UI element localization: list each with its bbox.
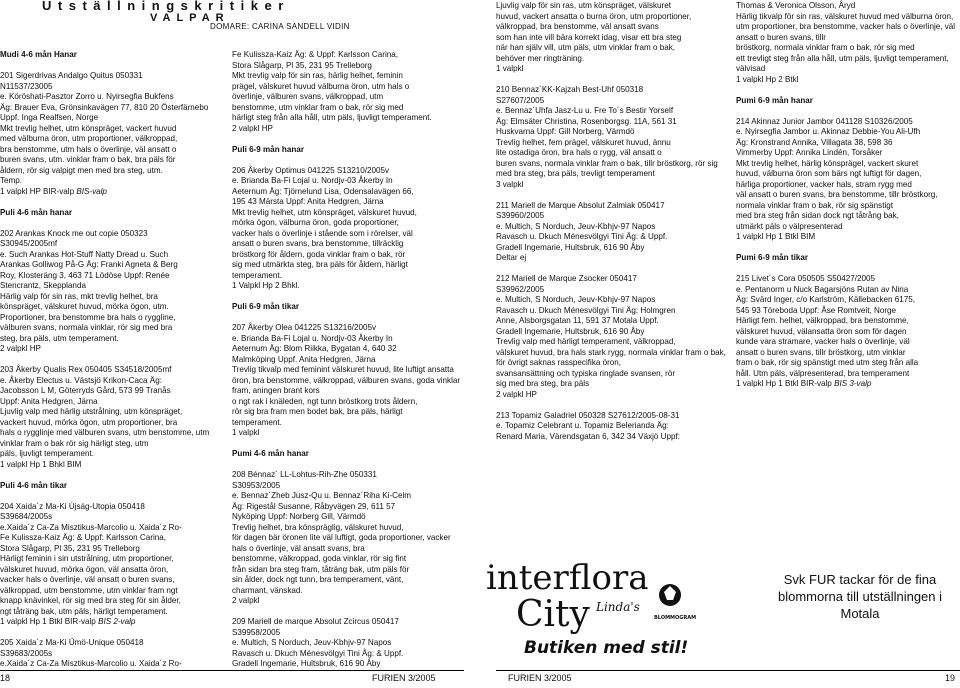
critique-entry: 210 Bennaz´KK-Kajzah Best-Uhf 050318 S27607/2005 e. Bennaz´Uhfa Jasz-Lu u. Fre To´s Bestir Yorself Äg: Elmsäter Christina, Rosenborgsg. 11A, 561 31 Huskvarna Uppf: Gill Norberg, Värmdö Trevlig helhet, fem prägel, välskuret huvud, ännu lite ostadiga öron, bra hals o rygg, väl ansatt o buren svans, normala vinklar fram o bak, tillr bröstkorg, rör sig med bra steg, bra päls, trevligt temperament 3 valpkl <box>496 85 718 189</box>
badge-label: BLOMMOGRAM <box>654 615 697 621</box>
paragraph-gap <box>232 313 464 324</box>
critique-entry: 208 Bénnaz´ LL-Lohtus-Rih-Zhe 050331 S30953/2005 e. Bennaz´Zheb Jusz-Qu u. Bennaz´Riha Ki-Celm Äg: Rigestål Susanne, Råbyvägen 29, 611 57 Nyköping Uppf: Norberg Gill, Värmdö Trevlig helhet, bra könspräglig, välskuret huvud, för dagen bär öronen lite väl luftigt, goda proportioner, vacker hals o överlinje, väl ansatt svans, bra benstomme, välkroppad, goda vinklar, rör sig fint från sidan bra steg fram, tåträng bak, utm päls för sin ålder, dock ngt tunn, bra temperament, vänt, charmant, vänskad. 2 valpkl <box>232 470 451 605</box>
critique-entry: 205 Xaida´z Ma-Ki Ümö-Unique 050418 S39683/2005s e.Xaida´z Ca-Za Misztikus-Marcolio u. Xaida´z Ro- <box>0 638 182 668</box>
bis-award: BIS 2-valp <box>98 617 136 626</box>
logo-city: City <box>516 594 590 635</box>
paragraph-gap <box>0 197 224 208</box>
paragraph-gap <box>0 355 224 366</box>
class-heading: Pumi 4-6 mån hanar <box>232 449 309 458</box>
paragraph-gap <box>0 470 224 481</box>
critique-entry: 206 Åkerby Optimus 041225 S13210/2005v e. Brianda Ba-Fi Lojal u. Nordjv-03 Åkerby In Aeternum Äg: Tjörnelund Lisa, Odensalavägen 66, 195 43 Märsta Uppf: Anita Hedgren, Järna Mkt trevlig helhet, utm könspräget, välskuret huvud, mörka ögon, välburna öron, goda proportioner, vacker hals o överlinje i stående som i rörelser, väl ansatt o buren svans, bra benstomme, tillräcklig bröstkorg för åldern, goda vinklar fram o bak, rör sig med utmärkta steg, bra päls för åldern, härligt temperament. 1 Valpkl Hp 2 Bhkl. <box>232 165 417 290</box>
interflora-logo <box>484 553 700 661</box>
blommogram-badge-icon <box>659 584 681 606</box>
critique-entry: 202 Arankas Knock me out copie 050323 S30945/2005mf e. Such Arankas Hot-Stuff Natty Dread u. Such Arankas Golliwog På-G Äg: Franki Agneta & Berg Roy, Klosteräng 3, 463 71 Lödöse Uppf: Renée Stencrantz, Skepplanda Härlig valp för sin ras, mkt trevlig helhet, bra könspräget, välskuret huvud, mörka ögon, utm. Proportioner, bra benstomme bra hals o ryggline, välburen svans, normala vinklar, rör sig med bra steg, bra päls, utm temperament. 2 valpkl HP <box>0 228 178 353</box>
award-line: 1 valpkl Hp 1 Btkl BIR-valp BIS 2-valp <box>0 617 136 626</box>
paragraph-gap <box>232 460 464 471</box>
critique-entry: 214 Akinnaz Junior Jambor 041128 S10326/2005 e. Nyirsegfia Jambor u. Akinnaz Debbie-You Ali-Ufh Äg: Kronstrand Annika, Villagata 38, 598 36 Vimmerby Uppf: Annika Lindén, Torsåker Mkt trevlig helhet, härlig könsprägel, vackert skuret huvud, välburna öron som bärs ngt luftigt för dagen, härliga proportioner, vacker hals, stram rygg med väl ansatt o buren svans, bra benstomme, tillr bröstkorg, normala vinklar fram o bak, rör sig spänstigt med bra steg från sidan dock ngt tåtrång bak, utmärkt päls o välpresenterad 1 valpkl Hp 1 Btkl BIM <box>736 116 938 241</box>
magazine-label-right: FURIEN 3/2005 <box>508 673 572 683</box>
paragraph-gap <box>736 264 960 275</box>
paragraph-gap <box>736 243 960 254</box>
award-line: 1 valpkl HP BIR-valp BIS-valp <box>0 186 107 196</box>
logo-tagline: Butiken med stil! <box>524 638 689 658</box>
critique-entry: 201 Sigerdrivas Andalgo Quitus 050331 N11537/23005 e. Köröshati-Pasztor Zorro u. Nyirsegfia Bukfens Äg: Brauer Eva, Grönsinkavägen 77, 810 20 Österfärnebo Uppf. Inga Realfsen, Norge Mkt trevlig helhet, utm könspräget, vackert huvud med välburna öron, utm proportioner, välkroppad, bra benstomme, utm hals o överlinje, väl ansatt o buren svans, utm. vinklar fram o bak, bra päls för åldern, rör sig valpigt men med bra steg, utm. Temp. <box>0 71 209 185</box>
paragraph-gap <box>496 264 728 275</box>
class-heading: Puli 4-6 mån hanar <box>0 207 72 217</box>
page-number-right: 19 <box>945 673 956 683</box>
page-number-left: 18 <box>0 673 11 683</box>
column-2 <box>232 50 464 670</box>
critique-entry: Ljuvlig valp för sin ras, utm könspräget, välskuret huvud, vackert ansatta o burna öron, utm proportioner, välkroppad, bra benstomme, väl ansatt svans som han inte vill bära korrekt idag, visar ett bra steg när han själv vill, utm päls, utm vinklar fram o bak, behöver mer ringträning. 1 valpkl <box>496 1 692 73</box>
footer-rule-left <box>0 670 464 671</box>
critique-entry: Thomas & Veronica Olsson, Åryd Härlig tikvalp för sin ras, välskuret huvud med välburna öron, utm proportioner, bra benstomme, vacker hals o överlinje, väl ansatt o buren svans, tillr bröstkorg, normala vinklar fram o bak, rör sig med ett trevligt steg från alla håll, utm päls, ljuvligt temperament, välvisad 1 valpkl Hp 2 Btkl <box>736 1 956 84</box>
judge-line: DOMARE: CARINA SANDELL VIDIN <box>210 22 350 31</box>
paragraph-gap <box>232 134 464 145</box>
paragraph-gap <box>0 628 224 639</box>
magazine-label-left: FURIEN 3/2005 <box>372 673 436 683</box>
critique-entry: Fe Kulissza-Kaiz Äg: & Uppf: Karlsson Carina, Stora Slågarp, Pl 35, 231 95 Trelleborg Mkt trevlig valp för sin ras, härlig helhet, feminin prägel, välskuret huvud välburna öron, utm hals o överlinje, välburen svans, välkroppad, utm benstomme, utm vinklar fram o bak, rör sig med härligt steg från alla håll, utm päls, ljuvligt temperament. 2 valpkl HP <box>232 50 432 133</box>
paragraph-gap <box>496 400 728 411</box>
class-heading: Puli 6-9 mån tikar <box>232 302 300 311</box>
bis-award: BIS-valp <box>76 186 107 196</box>
paragraph-gap <box>496 75 728 86</box>
class-heading: Pumi 6-9 mån hanar <box>736 95 813 105</box>
bis-award: BIS 3-valp <box>834 379 872 388</box>
critique-entry: 212 Mariell de Marque Zsocker 050417 S39962/2005 e. Multich, S Norduch, Jeuv-Kbhjv-97 Napos Ravasch u. Dkuch Ménesvölgyi Tini Äg: Holmgren Anne, Alsborgsgatan 11, 591 37 Motala Uppf. Gradell Ingemarie, Hultsbruk, 616 90 Åby Trevlig valp med härligt temperament, välkroppad, välskuret huvud, bra hals stark rygg, normala vinklar fram o bak, för övrigt saknas rasspecifika öron, svansansättning och typiska ringlade svansen, rör sig med bra steg, bra päls 2 valpkl HP <box>496 274 726 399</box>
column-1 <box>0 50 224 670</box>
logo-interflora: interflora <box>486 558 649 598</box>
paragraph-gap <box>232 292 464 303</box>
column-4 <box>736 1 960 390</box>
footer-rule-right <box>496 670 960 671</box>
award-line: 1 valpkl Hp 1 Btkl BIR-valp BIS 3-valp <box>736 379 872 388</box>
paragraph-gap <box>232 607 464 618</box>
paragraph-gap <box>0 491 224 502</box>
logo-lindas: Linda's <box>596 600 640 614</box>
paragraph-gap <box>736 85 960 96</box>
class-heading: Puli 4-6 mån tikar <box>0 480 68 490</box>
paragraph-gap <box>232 439 464 450</box>
critique-entry: 204 Xaida´z Ma-Ki Újság-Utopia 050418 S39684/2005s e.Xaida´z Ca-Za Misztikus-Marcolio u. Xaida´z Ro- Fe Kulissza-Kaiz Äg: & Uppf: Karlsson Carina, Stora Slågarp, Pl 35, 231 95 Trelleborg Härligt feminin i sin utstrålning, utm proportioner, välskuret huvud, mörka ögon, väl ansatta öron, vacker hals o överlinje, väl ansatt o buren svans, välkroppad, utm benstomme, utm vinklar fram ngt knapp knävinkel, rör sig med bra steg för sin ålder, ngt tåträng bak, utm päls, härligt temperament. <box>0 501 182 616</box>
paragraph-gap <box>496 190 728 201</box>
critique-entry: 213 Topamiz Galadriel 050328 S27612/2005-08-31 e. Topamiz Celebrant u. Topamiz Belerianda Äg: Renard Maria, Värendsgatan 6, 342 34 Växjö Uppf: <box>496 410 681 441</box>
class-heading: Puli 6-9 mån hanar <box>232 144 304 154</box>
page-title: Utställningskritiker <box>42 0 290 13</box>
page-subtitle: VALPAR <box>150 12 230 24</box>
paragraph-gap <box>736 106 960 117</box>
class-heading: Pumi 6-9 mån tikar <box>736 253 808 262</box>
critique-entry: 203 Åkerby Qualis Rex 050405 S34518/2005mf e. Åkerby Electus u. Västsjö Krikon-Caca Äg: Jacobsson L M, Göterryds Gård, 573 99 Tranås Uppf: Anita Hedgren, Järna Ljuvlig valp med härlig utstrålning, utm könspräget, vackert huvud, mörka ögon, utm proportioner, bra hals o rygglinje med välburen svans, utm benstomme, utm vinklar fram o bak rör sig härligt steg, utm päls, ljuvligt temperament. 1 valpkl Hp 1 Bhkl BIM <box>0 365 210 469</box>
critique-entry: 211 Mariell de Marque Absolut Zalmiak 050417 S39960/2005 e. Multich, S Norduch, Jeuv-Kbhjv-97 Napos Ravasch u. Dkuch Ménesvölgyi Tini Äg: & Uppf. Gradell Ingemarie, Hultsbruk, 616 90 Åby Deltar ej <box>496 200 668 262</box>
critique-entry: 215 Livet´s Cora 050505 S50427/2005 e. Pentanorm u Nuck Bagarsjöns Rutan av Nina Äg: Svärd Inger, c/o Karlström, Källebacken 6175, 545 93 Töreboda Uppf: Åse Romtveit, Norge Härligt fem. helhet, välkroppad, bra benstomme, välskuret huvud, välansatta öron som för dagen kunde vara stramare, vacker hals o överlinje, väl ansatt o buren svans, tillr bröstkorg, utm vinklar fram o bak, rör sig spänstigt med utm steg från alla håll. Utm päls, välpresenterad, bra temperament <box>736 274 919 378</box>
class-heading: Mudi 4-6 mån Hanar <box>0 50 77 59</box>
column-3 <box>496 1 728 442</box>
thanks-note: Svk FUR tackar för de fina blommorna till utställningen i Motala <box>777 572 943 621</box>
paragraph-gap <box>232 155 464 166</box>
paragraph-gap <box>0 218 224 229</box>
critique-entry: 209 Mariell de marque Absolut Zcircus 050417 S39958/2005 e. Multich, S Norduch, Jeuv-Kbhjv-97 Napos Ravasch u. Dkuch Ménesvölgyi Tini Åg: & Uppf. Gradell Ingemarie, Hultsbruk, 616 90 Åby <box>232 617 404 668</box>
critique-entry: 207 Åkerby Olea 041225 S13216/2005v e. Brianda Ba-Fi Lojal u. Nordjv-03 Åkerby In Aeternum Äg: Blom Riikka, Bygatan 4, 640 32 Malmköping Uppf. Anita Hedgren, Järna Trevlig tikvalp med feminint välskuret huvud, lite luftigt ansatta öron, bra benstomme, välkroppad, välburen svans, goda vinklar fram, aningen brant kors o ngt rak i knäleden, ngt tunn bröstkorg trots åldern, rör sig bra fram men bodet bak, bra päls, härligt temperament. 1 valpkl <box>232 323 461 437</box>
paragraph-gap <box>0 61 224 72</box>
